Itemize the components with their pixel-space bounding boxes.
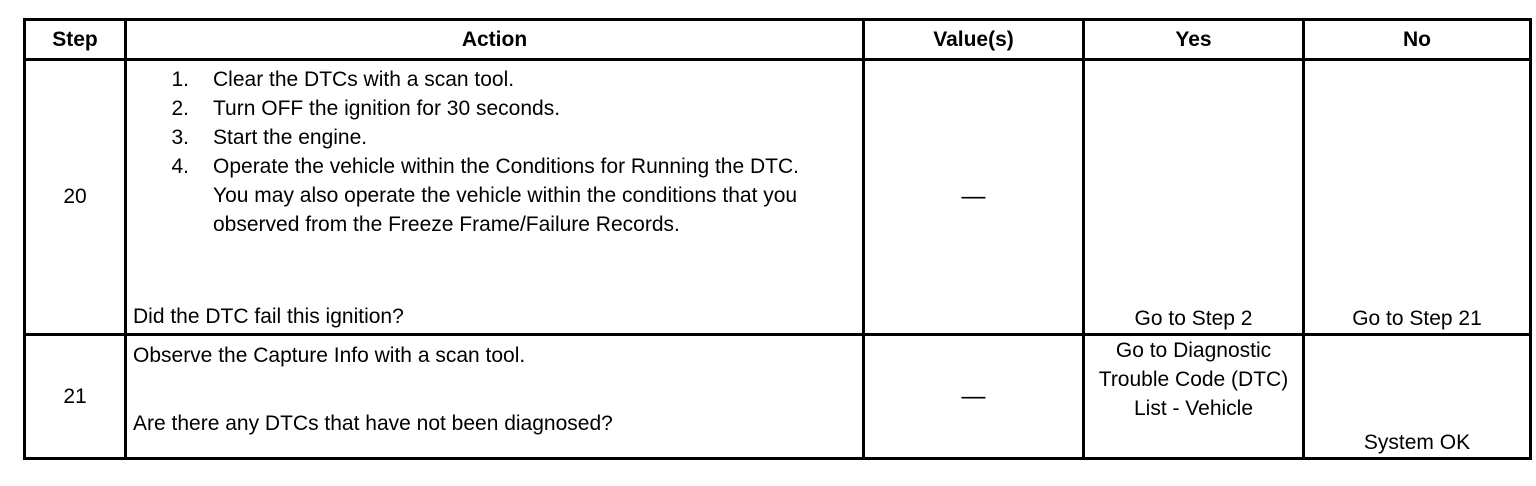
action-step-number: 1. — [171, 68, 189, 91]
table-row — [25, 335, 1531, 459]
action-steps-list — [133, 65, 856, 239]
action-step-number: 3. — [171, 126, 189, 149]
action-instruction: Observe the Capture Info with a scan tool. — [133, 344, 526, 367]
header-yes: Yes — [1084, 20, 1304, 60]
table-row — [25, 60, 1531, 335]
action-step-text: Operate the vehicle within the Conditions for Running the DTC. You may also operate the vehicle within the conditions that you observed from the Freeze Frame/Failure Records. — [213, 155, 799, 236]
action-cell — [126, 335, 864, 459]
action-step-text: Start the engine. — [213, 126, 368, 149]
action-step — [133, 152, 856, 239]
header-values: Value(s) — [864, 20, 1084, 60]
no-cell: Go to Step 21 — [1304, 60, 1531, 335]
step-number: 20 — [25, 60, 126, 335]
action-step — [133, 94, 856, 123]
action-step — [133, 65, 856, 94]
diagnostic-table — [23, 18, 1532, 460]
header-row — [25, 20, 1531, 60]
yes-cell: Go to Diagnostic Trouble Code (DTC) List - Vehicle — [1084, 335, 1304, 459]
header-no: No — [1304, 20, 1531, 60]
value-dash: — — [961, 183, 986, 210]
action-step-number: 2. — [171, 97, 189, 120]
header-step: Step — [25, 20, 126, 60]
action-step-text: Turn OFF the ignition for 30 seconds. — [213, 97, 561, 120]
header-action: Action — [126, 20, 864, 60]
action-step — [133, 123, 856, 152]
action-step-number: 4. — [171, 155, 189, 178]
yes-cell: Go to Step 2 — [1084, 60, 1304, 335]
action-cell — [126, 60, 864, 335]
step-number: 21 — [25, 335, 126, 459]
value-cell — [864, 335, 1084, 459]
action-question: Did the DTC fail this ignition? — [133, 305, 404, 328]
no-cell: System OK — [1304, 335, 1531, 459]
action-question: Are there any DTCs that have not been diagnosed? — [133, 412, 613, 435]
action-step-text: Clear the DTCs with a scan tool. — [213, 68, 515, 91]
value-dash: — — [961, 382, 986, 410]
value-cell — [864, 60, 1084, 335]
